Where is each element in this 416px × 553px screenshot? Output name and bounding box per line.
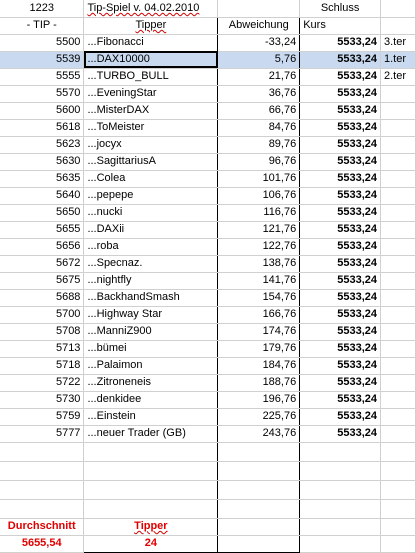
empty-cell[interactable]	[218, 518, 300, 535]
summary-row[interactable]	[0, 535, 416, 552]
rank-cell[interactable]	[381, 408, 416, 425]
kurs-header-cell[interactable]: Kurs	[300, 17, 381, 34]
deviation-cell[interactable]: 225,76	[218, 408, 300, 425]
empty-cell[interactable]	[84, 461, 218, 480]
table-row[interactable]	[0, 272, 416, 289]
tipper-header-cell[interactable]	[84, 17, 218, 34]
table-row[interactable]	[0, 170, 416, 187]
tip-cell[interactable]: 5570	[0, 85, 84, 102]
deviation-cell[interactable]: 188,76	[218, 374, 300, 391]
tipper-cell[interactable]: ...DAX10000	[84, 51, 218, 68]
deviation-cell[interactable]: 36,76	[218, 85, 300, 102]
tip-cell[interactable]: 5675	[0, 272, 84, 289]
empty-cell[interactable]	[0, 461, 84, 480]
tip-cell[interactable]: 5730	[0, 391, 84, 408]
tip-cell[interactable]: 5777	[0, 425, 84, 442]
abweichung-header-cell[interactable]: Abweichung	[218, 17, 300, 34]
table-row[interactable]	[0, 187, 416, 204]
empty-cell[interactable]	[300, 535, 381, 552]
table-row[interactable]	[0, 51, 416, 68]
tipper-cell[interactable]: ...EveningStar	[84, 85, 218, 102]
deviation-cell[interactable]: 174,76	[218, 323, 300, 340]
rank-cell[interactable]	[381, 323, 416, 340]
kurs-cell[interactable]: 5533,24	[300, 357, 381, 374]
kurs-cell[interactable]: 5533,24	[300, 153, 381, 170]
deviation-cell[interactable]: 106,76	[218, 187, 300, 204]
tip-cell[interactable]: 5539	[0, 51, 84, 68]
rank-cell[interactable]: 1.ter	[381, 51, 416, 68]
rank-cell[interactable]	[381, 170, 416, 187]
kurs-cell[interactable]: 5533,24	[300, 374, 381, 391]
table-row[interactable]	[0, 425, 416, 442]
deviation-cell[interactable]: 101,76	[218, 170, 300, 187]
tipper-count-label-cell-text: Tipper	[134, 520, 168, 532]
tip-cell[interactable]: 5708	[0, 323, 84, 340]
deviation-cell[interactable]: 84,76	[218, 119, 300, 136]
title-cell[interactable]	[84, 0, 218, 17]
tip-cell[interactable]: 5672	[0, 255, 84, 272]
empty-row[interactable]	[0, 442, 416, 461]
tip-cell[interactable]: 5630	[0, 153, 84, 170]
kurs-cell[interactable]: 5533,24	[300, 272, 381, 289]
table-row[interactable]	[0, 391, 416, 408]
deviation-cell[interactable]: 89,76	[218, 136, 300, 153]
tipper-cell[interactable]: ...denkidee	[84, 391, 218, 408]
rank-cell[interactable]	[381, 306, 416, 323]
empty-cell[interactable]	[300, 480, 381, 499]
tipper-cell[interactable]: ...Specnaz.	[84, 255, 218, 272]
tipper-cell[interactable]: ...nightfly	[84, 272, 218, 289]
deviation-cell[interactable]: 243,76	[218, 425, 300, 442]
tipper-cell[interactable]: ...Einstein	[84, 408, 218, 425]
empty-cell[interactable]	[300, 518, 381, 535]
rank-cell[interactable]	[381, 289, 416, 306]
tipper-cell[interactable]: ...ManniZ900	[84, 323, 218, 340]
tip-cell[interactable]: 5623	[0, 136, 84, 153]
empty-cell[interactable]	[218, 535, 300, 552]
table-row[interactable]	[0, 408, 416, 425]
empty-cell[interactable]	[84, 499, 218, 518]
summary-row[interactable]	[0, 518, 416, 535]
table-row[interactable]	[0, 357, 416, 374]
empty-cell[interactable]	[84, 442, 218, 461]
empty-header-cell[interactable]	[381, 0, 416, 17]
tip-cell[interactable]: 5700	[0, 306, 84, 323]
rank-cell[interactable]	[381, 238, 416, 255]
rank-cell[interactable]	[381, 272, 416, 289]
deviation-cell[interactable]: 179,76	[218, 340, 300, 357]
kurs-cell[interactable]: 5533,24	[300, 425, 381, 442]
empty-header-cell[interactable]	[218, 0, 300, 17]
rank-cell[interactable]	[381, 425, 416, 442]
rank-cell[interactable]	[381, 187, 416, 204]
kurs-cell[interactable]: 5533,24	[300, 340, 381, 357]
table-row[interactable]	[0, 238, 416, 255]
tipper-cell[interactable]: ...DAXii	[84, 221, 218, 238]
kurs-cell[interactable]: 5533,24	[300, 408, 381, 425]
kurs-cell[interactable]: 5533,24	[300, 119, 381, 136]
tipper-cell[interactable]: ...MisterDAX	[84, 102, 218, 119]
kurs-cell[interactable]: 5533,24	[300, 289, 381, 306]
empty-cell[interactable]	[381, 461, 416, 480]
kurs-cell[interactable]: 5533,24	[300, 34, 381, 51]
tipper-cell[interactable]: ...bümei	[84, 340, 218, 357]
rank-cell[interactable]	[381, 340, 416, 357]
kurs-cell[interactable]: 5533,24	[300, 68, 381, 85]
tip-cell[interactable]: 5718	[0, 357, 84, 374]
rank-cell[interactable]	[381, 136, 416, 153]
tipper-cell[interactable]: ...jocyx	[84, 136, 218, 153]
tip-cell[interactable]: 5500	[0, 34, 84, 51]
empty-cell[interactable]	[218, 480, 300, 499]
table-row[interactable]	[0, 255, 416, 272]
rank-cell[interactable]	[381, 85, 416, 102]
tip-header-cell[interactable]: - TIP -	[0, 17, 84, 34]
deviation-cell[interactable]: 121,76	[218, 221, 300, 238]
rank-cell[interactable]	[381, 357, 416, 374]
kurs-cell[interactable]: 5533,24	[300, 221, 381, 238]
empty-row[interactable]	[0, 499, 416, 518]
table-row[interactable]	[0, 323, 416, 340]
rank-cell[interactable]	[381, 119, 416, 136]
empty-row[interactable]	[0, 461, 416, 480]
empty-cell[interactable]	[218, 499, 300, 518]
tip-cell[interactable]: 5655	[0, 221, 84, 238]
tipper-count-value-cell[interactable]: 24	[84, 535, 218, 552]
kurs-cell[interactable]: 5533,24	[300, 323, 381, 340]
empty-cell[interactable]	[0, 499, 84, 518]
tip-cell[interactable]: 5650	[0, 204, 84, 221]
kurs-cell[interactable]: 5533,24	[300, 170, 381, 187]
table-row[interactable]	[0, 136, 416, 153]
deviation-cell[interactable]: 141,76	[218, 272, 300, 289]
average-value-cell[interactable]: 5655,54	[0, 535, 84, 552]
tip-cell[interactable]: 5555	[0, 68, 84, 85]
tip-cell[interactable]: 5656	[0, 238, 84, 255]
tip-cell[interactable]: 5722	[0, 374, 84, 391]
rank-cell[interactable]	[381, 102, 416, 119]
rank-cell[interactable]	[381, 374, 416, 391]
tipper-cell[interactable]: ...Colea	[84, 170, 218, 187]
tip-cell[interactable]: 5618	[0, 119, 84, 136]
table-row[interactable]	[0, 34, 416, 51]
tipper-cell[interactable]: ...neuer Trader (GB)	[84, 425, 218, 442]
table-row[interactable]	[0, 102, 416, 119]
kurs-cell[interactable]: 5533,24	[300, 391, 381, 408]
tip-cell[interactable]: 5635	[0, 170, 84, 187]
tip-cell[interactable]: 5688	[0, 289, 84, 306]
table-row[interactable]	[0, 153, 416, 170]
deviation-cell[interactable]: 184,76	[218, 357, 300, 374]
deviation-cell[interactable]: 96,76	[218, 153, 300, 170]
deviation-cell[interactable]: 154,76	[218, 289, 300, 306]
tipper-count-label-cell[interactable]	[84, 518, 218, 535]
tipper-cell[interactable]: ...roba	[84, 238, 218, 255]
tip-cell[interactable]: 5759	[0, 408, 84, 425]
kurs-cell[interactable]: 5533,24	[300, 102, 381, 119]
table-row[interactable]	[0, 204, 416, 221]
kurs-cell[interactable]: 5533,24	[300, 51, 381, 68]
deviation-cell[interactable]: 116,76	[218, 204, 300, 221]
kurs-cell[interactable]: 5533,24	[300, 306, 381, 323]
empty-cell[interactable]	[381, 442, 416, 461]
tipper-cell[interactable]: ...nucki	[84, 204, 218, 221]
table-row[interactable]	[0, 289, 416, 306]
empty-cell[interactable]	[381, 518, 416, 535]
table-row[interactable]	[0, 374, 416, 391]
empty-cell[interactable]	[300, 499, 381, 518]
tipper-cell[interactable]: ...Highway Star	[84, 306, 218, 323]
empty-cell[interactable]	[0, 480, 84, 499]
tipper-header-text: Tipper	[135, 19, 167, 31]
empty-cell[interactable]	[0, 442, 84, 461]
rank-cell[interactable]	[381, 204, 416, 221]
tip-cell[interactable]: 5600	[0, 102, 84, 119]
deviation-cell[interactable]: 21,76	[218, 68, 300, 85]
tipper-cell[interactable]: ...TURBO_BULL	[84, 68, 218, 85]
kurs-cell[interactable]: 5533,24	[300, 204, 381, 221]
empty-cell[interactable]	[84, 480, 218, 499]
deviation-cell[interactable]: 66,76	[218, 102, 300, 119]
empty-cell[interactable]	[300, 461, 381, 480]
deviation-cell[interactable]: 196,76	[218, 391, 300, 408]
empty-row[interactable]	[0, 480, 416, 499]
deviation-cell[interactable]: 5,76	[218, 51, 300, 68]
deviation-cell[interactable]: 166,76	[218, 306, 300, 323]
rank-cell[interactable]	[381, 221, 416, 238]
kurs-cell[interactable]: 5533,24	[300, 85, 381, 102]
empty-cell[interactable]	[218, 461, 300, 480]
tipper-cell[interactable]: ...SagittariusA	[84, 153, 218, 170]
table-row[interactable]	[0, 306, 416, 323]
deviation-cell[interactable]: 122,76	[218, 238, 300, 255]
empty-cell[interactable]	[381, 535, 416, 552]
kurs-cell[interactable]: 5533,24	[300, 238, 381, 255]
tipper-cell[interactable]: ...Palaimon	[84, 357, 218, 374]
sheet-id-cell[interactable]: 1223	[0, 0, 84, 17]
kurs-cell[interactable]: 5533,24	[300, 136, 381, 153]
empty-header-cell[interactable]	[381, 17, 416, 34]
empty-cell[interactable]	[300, 442, 381, 461]
title-text: Tip-Spiel v. 04.02.2010	[87, 1, 200, 14]
table-row[interactable]	[0, 85, 416, 102]
empty-cell[interactable]	[381, 480, 416, 499]
tip-cell[interactable]: 5640	[0, 187, 84, 204]
tipper-cell[interactable]: ...Zitroneneis	[84, 374, 218, 391]
deviation-cell[interactable]: -33,24	[218, 34, 300, 51]
schluss-header-cell[interactable]: Schluss	[300, 0, 381, 17]
average-label-cell[interactable]: Durchschnitt	[0, 518, 84, 535]
rank-cell[interactable]	[381, 255, 416, 272]
table-row[interactable]	[0, 340, 416, 357]
tipper-cell[interactable]: ...BackhandSmash	[84, 289, 218, 306]
table-row[interactable]	[0, 119, 416, 136]
rank-cell[interactable]	[381, 391, 416, 408]
tipper-cell[interactable]: ...ToMeister	[84, 119, 218, 136]
kurs-cell[interactable]: 5533,24	[300, 255, 381, 272]
rank-cell[interactable]: 3.ter	[381, 34, 416, 51]
empty-cell[interactable]	[381, 499, 416, 518]
rank-cell[interactable]: 2.ter	[381, 68, 416, 85]
tipper-cell[interactable]: ...pepepe	[84, 187, 218, 204]
deviation-cell[interactable]: 138,76	[218, 255, 300, 272]
tipper-cell[interactable]: ...Fibonacci	[84, 34, 218, 51]
table-row[interactable]	[0, 68, 416, 85]
tip-cell[interactable]: 5713	[0, 340, 84, 357]
kurs-cell[interactable]: 5533,24	[300, 187, 381, 204]
empty-cell[interactable]	[218, 442, 300, 461]
table-row[interactable]	[0, 221, 416, 238]
rank-cell[interactable]	[381, 153, 416, 170]
